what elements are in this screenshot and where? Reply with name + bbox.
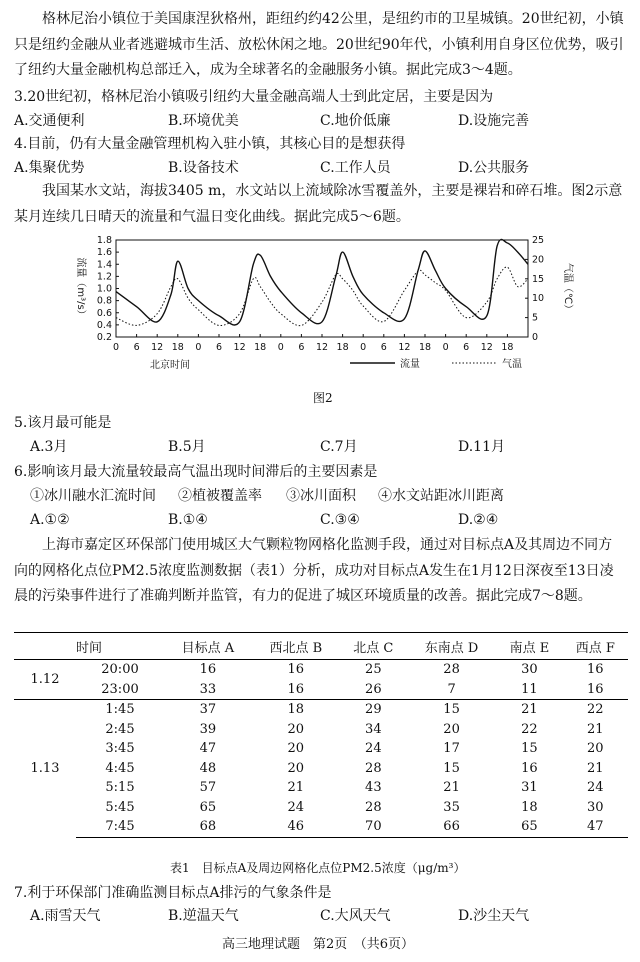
table-cell: 34 — [365, 721, 382, 737]
table-caption: 表1 目标点A及周边网格化点位PM2.5浓度（μg/m³） — [170, 861, 466, 875]
y-left-tick-label: 0.4 — [96, 319, 112, 331]
table-time-cell: 2:45 — [105, 721, 135, 737]
x-tick-label: 6 — [215, 342, 223, 353]
table-cell: 47 — [563, 817, 628, 837]
y-right-tick-label: 15 — [532, 273, 545, 285]
table-cell: 43 — [365, 780, 382, 796]
q7-option-b: B.逆温天气 — [168, 908, 239, 924]
table-cell: 20 — [443, 721, 460, 737]
table-time-cell: 7:45 — [76, 817, 164, 837]
table-cell: 17 — [443, 741, 460, 757]
table-cell: 16 — [586, 681, 604, 697]
table-cell: 16 — [287, 681, 305, 697]
table-cell: 48 — [199, 760, 217, 776]
q5-option-c: C.7月 — [320, 439, 358, 455]
table-cell: 28 — [365, 760, 382, 776]
table-cell: 33 — [199, 681, 217, 697]
table-time-cell: 20:00 — [101, 662, 139, 678]
table-cell: 26 — [365, 681, 382, 697]
q6-item-4: ④水文站距冰川距离 — [378, 488, 504, 504]
q4-option-b: B.设备技术 — [168, 160, 239, 176]
q3-option-d: D.设施完善 — [458, 113, 530, 129]
x-tick-label: 6 — [298, 342, 305, 353]
y-left-tick-label: 1.4 — [96, 259, 112, 271]
table-header: 西北点 B — [252, 633, 340, 660]
q6-option-a: A.①② — [30, 512, 70, 528]
y-right-tick-label: 5 — [532, 312, 539, 324]
figure-caption: 图2 — [313, 391, 333, 405]
table-cell: 15 — [443, 760, 460, 776]
y-left-tick-label: 0.8 — [96, 295, 112, 307]
table-cell: 20 — [287, 760, 305, 776]
table-row — [14, 817, 628, 837]
table-time-cell: 5:45 — [105, 799, 135, 815]
y-left-tick-label: 1.0 — [96, 283, 112, 295]
q4-option-d: D.公共服务 — [458, 160, 530, 176]
table-cell: 16 — [521, 760, 538, 776]
x-tick-label: 18 — [171, 342, 184, 353]
table-cell: 35 — [443, 799, 460, 815]
q7-option-d: D.沙尘天气 — [458, 908, 530, 924]
table-cell: 22 — [521, 721, 538, 737]
table-cell: 24 — [586, 780, 604, 796]
q4-option-a: A.集聚优势 — [14, 160, 85, 176]
table-header: 北点 C — [340, 633, 407, 660]
x-tick-label: 6 — [463, 342, 470, 353]
table-cell: 68 — [164, 817, 252, 837]
table-row — [14, 660, 628, 680]
question-4-stem: 4.目前，仍有大量金融管理机构入驻小镇，其核心目的是想获得 — [14, 136, 406, 152]
table-cell: 15 — [521, 741, 538, 757]
y-right-tick-label: 20 — [532, 254, 545, 266]
q6-item-3: ③冰川面积 — [286, 488, 356, 504]
table-cell: 30 — [521, 662, 538, 678]
y-right-axis-label: 气温（℃） — [562, 262, 573, 315]
x-tick-label: 18 — [254, 342, 267, 353]
y-right-tick-label: 10 — [532, 293, 545, 305]
temperature-series-line — [116, 267, 528, 326]
x-tick-label: 6 — [133, 342, 140, 353]
table-cell: 30 — [586, 799, 604, 815]
q4-option-c: C.工作人员 — [320, 160, 391, 176]
table-cell: 65 — [199, 799, 217, 815]
table-cell: 24 — [287, 799, 305, 815]
table-cell: 70 — [340, 817, 407, 837]
table-cell: 21 — [443, 780, 460, 796]
q7-option-c: C.大风天气 — [320, 908, 391, 924]
table-header: 南点 E — [496, 633, 562, 660]
table-header: 西点 F — [563, 633, 628, 660]
table-cell: 47 — [199, 741, 217, 757]
question-3-stem: 3.20世纪初，格林尼治小镇吸引纽约大量金融高端人士到此定居，主要是因为 — [14, 89, 494, 105]
table-header: 时间 — [14, 633, 164, 660]
table-cell: 31 — [521, 780, 538, 796]
flow-temperature-chart — [60, 232, 580, 382]
x-tick-label: 12 — [398, 342, 411, 353]
x-tick-label: 0 — [277, 342, 284, 353]
passage-2: 我国某水文站，海拔3405 m，水文站以上流域除冰雪覆盖外，主要是裸岩和碎石堆。图2示意某月连续几日晴天的流量和气温日变化曲线。据此完成5～6题。 — [14, 183, 623, 225]
table-header-row — [14, 633, 628, 660]
q6-item-2: ②植被覆盖率 — [178, 488, 262, 504]
table-header: 东南点 D — [407, 633, 497, 660]
y-left-tick-label: 0.6 — [96, 307, 112, 319]
table-row — [14, 759, 628, 779]
table-cell: 28 — [443, 662, 460, 678]
x-tick-label: 12 — [315, 342, 329, 353]
q5-option-a: A.3月 — [30, 439, 68, 455]
table-cell: 29 — [340, 700, 407, 720]
table-cell: 21 — [287, 780, 305, 796]
table-cell: 21 — [586, 721, 604, 737]
table-time-cell: 4:45 — [105, 760, 135, 776]
table-cell: 21 — [496, 700, 562, 720]
table-cell: 57 — [199, 780, 217, 796]
question-6-stem: 6.影响该月最大流量较最高气温出现时间滞后的主要因素是 — [14, 464, 378, 480]
table-cell: 37 — [164, 700, 252, 720]
question-5-stem: 5.该月最可能是 — [14, 415, 112, 431]
table-cell: 20 — [586, 741, 604, 757]
table-cell: 20 — [287, 721, 305, 737]
legend-temperature-label: 气温 — [502, 359, 522, 370]
pm25-table — [14, 632, 628, 838]
q6-option-c: C.③④ — [320, 512, 360, 528]
table-time-cell: 3:45 — [105, 741, 135, 757]
table-cell: 15 — [407, 700, 497, 720]
table-cell: 16 — [199, 662, 217, 678]
q5-option-b: B.5月 — [168, 439, 206, 455]
table-cell: 28 — [365, 799, 382, 815]
table-cell: 25 — [365, 662, 382, 678]
table-cell: 65 — [496, 817, 562, 837]
table-cell: 66 — [407, 817, 497, 837]
table-cell: 18 — [252, 700, 340, 720]
table-date-cell: 1.13 — [14, 700, 76, 838]
q6-item-1: ①冰川融水汇流时间 — [30, 488, 156, 504]
flow-series-line — [116, 239, 528, 325]
table-row — [14, 739, 628, 759]
x-tick-label: 0 — [195, 342, 202, 353]
x-tick-label: 0 — [360, 342, 367, 353]
table-cell: 22 — [563, 700, 628, 720]
q6-option-d: D.②④ — [458, 512, 499, 528]
table-cell: 46 — [252, 817, 340, 837]
table-cell: 24 — [365, 741, 382, 757]
table-row — [14, 700, 628, 720]
q3-option-c: C.地价低廉 — [320, 113, 391, 129]
passage-3: 上海市嘉定区环保部门使用城区大气颗粒物网格化监测手段，通过对目标点A及其周边不同方向的网格化点位PM2.5浓度监测数据（表1）分析，成功对目标点A发生在1月12日深夜至13日凌晨的污染事件进行了准确判断并监管，有力的促进了城区环境质量的改善。据此完成7～8题。 — [14, 537, 614, 604]
x-tick-label: 12 — [151, 342, 164, 353]
x-tick-label: 6 — [380, 342, 387, 353]
passage-1: 格林尼治小镇位于美国康涅狄格州，距纽约约42公里，是纽约市的卫星城镇。20世纪初，小镇只是纽约金融从业者逃避城市生活、放松休闲之地。20世纪90年代，小镇利用自身区位优势，吸引了纽约大量金融机构总部迁入，成为全球著名的金融服务小镇。据此完成3～4题。 — [14, 11, 624, 78]
page-footer: 高三地理试题 第2页 （共6页） — [222, 937, 415, 952]
q6-option-b: B.①④ — [168, 512, 208, 528]
x-axis-label: 北京时间 — [150, 360, 190, 371]
table-date-cell: 1.12 — [30, 672, 60, 687]
legend-flow-label: 流量 — [400, 359, 420, 370]
question-7-stem: 7.利于环保部门准确监测目标点A排污的气象条件是 — [14, 885, 332, 901]
y-left-axis-label: 流量（m³/s） — [75, 257, 86, 320]
table-cell: 11 — [521, 681, 538, 697]
table-time-cell: 1:45 — [76, 700, 164, 720]
y-right-tick-label: 0 — [532, 332, 539, 343]
x-tick-label: 18 — [418, 342, 432, 353]
q5-option-d: D.11月 — [458, 439, 505, 455]
x-tick-label: 0 — [112, 342, 120, 353]
x-tick-label: 0 — [442, 342, 449, 353]
table-row — [14, 720, 628, 740]
y-left-tick-label: 1.8 — [96, 235, 112, 246]
table-cell: 16 — [287, 662, 305, 678]
q3-option-b: B.环境优美 — [168, 113, 239, 129]
y-left-tick-label: 1.2 — [96, 271, 112, 283]
table-row — [14, 778, 628, 798]
table-header: 目标点 A — [164, 633, 252, 660]
table-cell: 39 — [199, 721, 217, 737]
table-cell: 7 — [447, 681, 456, 697]
table-cell: 16 — [586, 662, 604, 678]
table-time-cell: 23:00 — [101, 681, 139, 697]
y-left-tick-label: 0.2 — [96, 332, 112, 343]
table-row — [14, 798, 628, 818]
table-row — [14, 680, 628, 700]
table-time-cell: 5:15 — [105, 780, 135, 796]
table-cell: 20 — [287, 741, 305, 757]
y-right-tick-label: 25 — [532, 235, 545, 246]
y-left-tick-label: 1.6 — [96, 247, 112, 259]
q3-option-a: A.交通便利 — [14, 113, 85, 129]
table-cell: 21 — [586, 760, 604, 776]
x-tick-label: 12 — [480, 342, 493, 353]
q7-option-a: A.雨雪天气 — [30, 908, 101, 924]
x-tick-label: 12 — [233, 342, 246, 353]
x-tick-label: 18 — [501, 342, 514, 353]
table-cell: 18 — [521, 799, 538, 815]
x-tick-label: 18 — [336, 342, 349, 353]
